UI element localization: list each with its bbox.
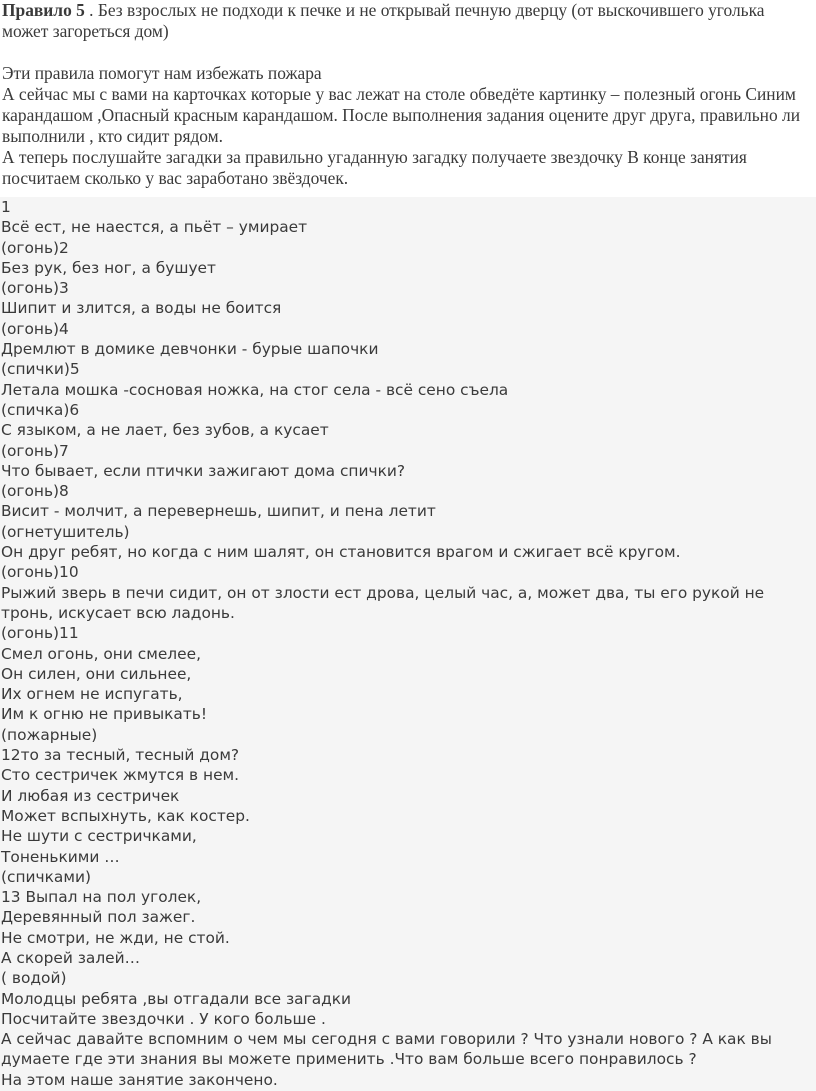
riddle-line: (огонь)10 — [1, 563, 79, 582]
riddle-line: Деревянный пол зажег. — [1, 908, 196, 927]
riddle-line: Он друг ребят, но когда с ним шалят, он становится врагом и сжигает всё кругом. — [1, 543, 681, 562]
riddle-line: А скорей залей… — [1, 948, 141, 967]
riddle-line: (огонь)4 — [1, 319, 69, 338]
riddle-line: Висит - молчит, а перевернешь, шипит, и пена летит — [1, 502, 436, 521]
riddle-line: ( водой) — [1, 969, 67, 988]
riddle-line: 1 — [1, 198, 11, 216]
spacer — [2, 42, 802, 63]
rule-text: . Без взрослых не подходи к печке и не открывай печную дверцу (от выскочившего уголька может загореться дом) — [2, 0, 765, 41]
riddle-line: Смел огонь, они смелее, — [1, 644, 201, 663]
riddle-line: (пожарные) — [1, 725, 98, 744]
riddle-line: 12то за тесный, тесный дом? — [1, 746, 240, 765]
riddle-line: Молодцы ребята ,вы отгадали все загадки — [1, 989, 352, 1008]
riddle-line: На этом наше занятие закончено. — [1, 1070, 278, 1089]
riddle-line: (огонь)8 — [1, 482, 69, 501]
rule-label: Правило 5 — [2, 0, 85, 20]
riddle-line: (огонь)11 — [1, 624, 79, 643]
riddle-line: Он силен, они сильнее, — [1, 664, 192, 683]
riddle-line: Посчитайте звездочки . У кого больше . — [1, 1009, 326, 1028]
riddle-line: Без рук, без ног, а бушует — [1, 258, 216, 277]
riddle-line: Всё ест, не наестся, а пьёт – умирает — [1, 218, 308, 237]
riddle-line: (огнетушитель) — [1, 522, 130, 541]
riddle-line: Летала мошка -сосновая ножка, на стог села - всё сено съела — [1, 380, 509, 399]
riddle-line: Дремлют в домике девчонки - бурые шапочки — [1, 340, 379, 359]
riddles-intro-paragraph: А теперь послушайте загадки за правильно угаданную загадку получаете звездочку В конце занятия посчитаем сколько у вас заработано звёздочек. — [2, 147, 747, 188]
rule-paragraph — [2, 0, 802, 42]
riddle-line: (спичками) — [1, 867, 91, 886]
summary-paragraph: Эти правила помогут нам избежать пожара — [2, 63, 322, 83]
riddle-line: 13 Выпал на пол уголек, — [1, 888, 202, 907]
riddle-line: Может вспыхнуть, как костер. — [1, 806, 250, 825]
riddle-line: Не смотри, не жди, не стой. — [1, 928, 230, 947]
riddle-line: (огонь)7 — [1, 441, 69, 460]
task-paragraph: А сейчас мы с вами на карточках которые у вас лежат на столе обведёте картинку – полезный огонь Синим карандашом ,Опасный красным карандашом. После выполнения задания оцените друг друга, правильно ли выполнили , кто сидит рядом. — [2, 84, 800, 146]
riddle-line: Что бывает, если птички зажигают дома спички? — [1, 461, 406, 480]
riddle-line: Сто сестричек жмутся в нем. — [1, 766, 240, 785]
intro-section — [2, 0, 802, 189]
riddle-line: А сейчас давайте вспомним о чем мы сегодня с вами говорили ? Что узнали нового ? А как вы думаете где эти знания вы можете применить .Что вам больше всего понравилось ? — [1, 1030, 772, 1069]
riddle-line: Тоненькими … — [1, 847, 120, 866]
riddle-line: Им к огню не привыкать! — [1, 705, 208, 724]
riddle-line: Рыжий зверь в печи сидит, он от злости ест дрова, целый час, а, может два, ты его рукой не тронь, искусает всю ладонь. — [1, 583, 765, 622]
riddle-line: И любая из сестричек — [1, 786, 180, 805]
riddle-line: (огонь)2 — [1, 238, 69, 257]
riddles-section — [0, 197, 816, 1091]
riddle-line: Их огнем не испугать, — [1, 685, 183, 704]
riddle-line: Не шути с сестричками, — [1, 827, 197, 846]
riddle-line: (спички)5 — [1, 360, 80, 379]
riddle-line: Шипит и злится, а воды не боится — [1, 299, 282, 318]
riddle-line: (спичка)6 — [1, 400, 80, 419]
riddle-line: С языком, а не лает, без зубов, а кусает — [1, 421, 329, 440]
riddle-line: (огонь)3 — [1, 279, 69, 298]
